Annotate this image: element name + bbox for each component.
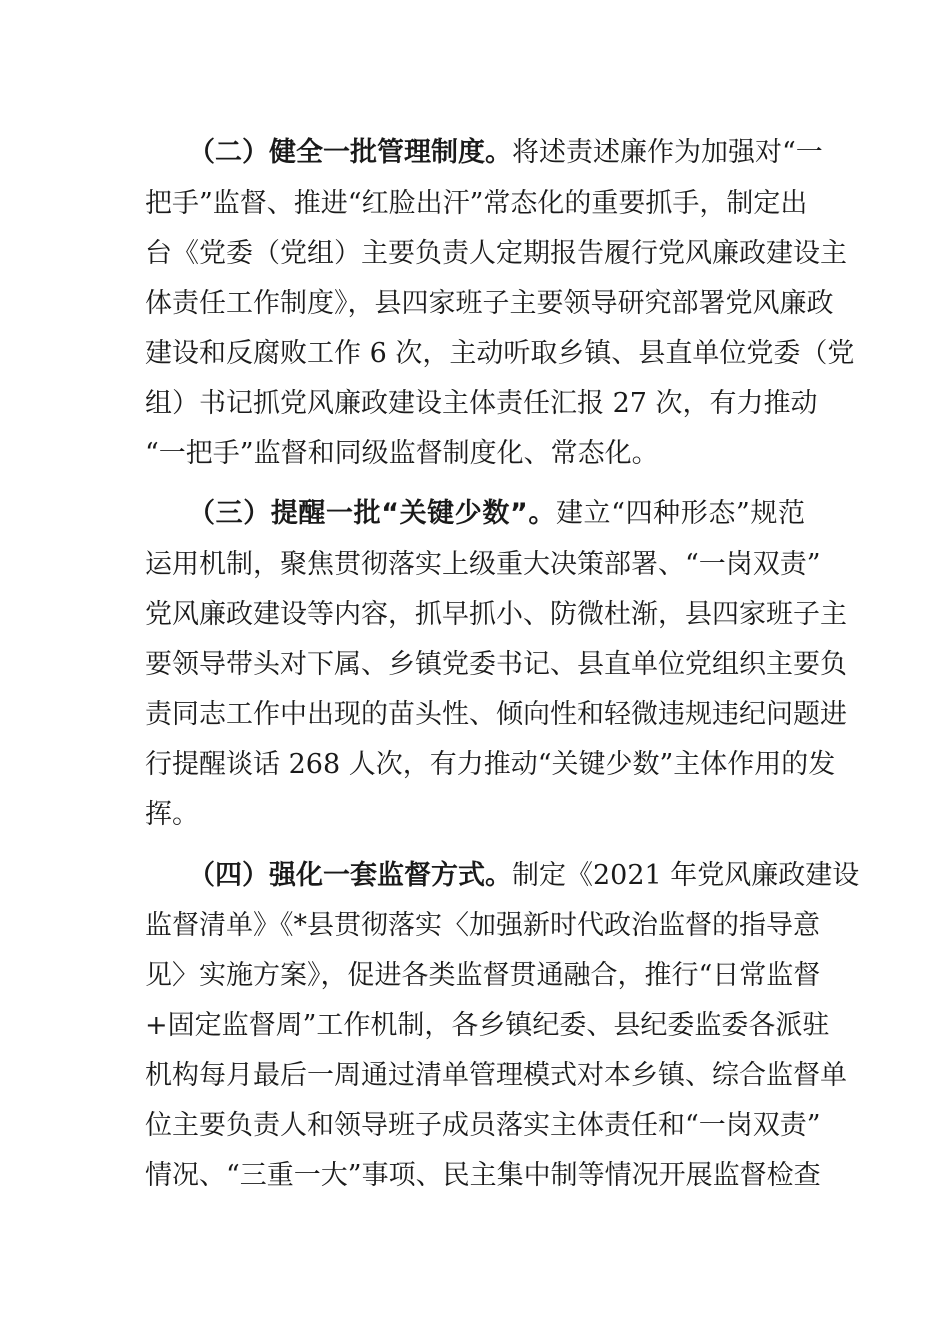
- paragraph-3-line-3: 党风廉政建设等内容，抓早抓小、防微杜渐，县四家班子主: [145, 599, 847, 630]
- paragraph-4-text: 制定《2021 年党风廉政建设: [512, 860, 860, 891]
- paragraph-4-line-6: 位主要负责人和领导班子成员落实主体责任和“一岗双责”: [145, 1110, 821, 1141]
- paragraph-4-line-1: [188, 856, 860, 896]
- paragraph-3-line-1: [188, 494, 805, 534]
- paragraph-4-line-2: 监督清单》《*县贯彻落实〈加强新时代政治监督的指导意: [145, 910, 820, 941]
- paragraph-4-line-4: +固定监督周”工作机制，各乡镇纪委、县纪委监委各派驻: [145, 1010, 830, 1041]
- paragraph-3-line-7: 挥。: [145, 799, 199, 830]
- paragraph-3-text: 建立“四种形态”规范: [555, 498, 805, 529]
- paragraph-2-line-7: “一把手”监督和同级监督制度化、常态化。: [145, 438, 659, 469]
- paragraph-2-heading: （二）健全一批管理制度。: [188, 137, 512, 168]
- paragraph-2-text: 将述责述廉作为加强对“一: [512, 137, 823, 168]
- paragraph-3-line-5: 责同志工作中出现的苗头性、倾向性和轻微违规违纪问题进: [145, 699, 847, 730]
- paragraph-3-line-4: 要领导带头对下属、乡镇党委书记、县直单位党组织主要负: [145, 649, 847, 680]
- paragraph-2-line-2: 把手”监督、推进“红脸出汗”常态化的重要抓手，制定出: [145, 188, 808, 219]
- paragraph-4-line-5: 机构每月最后一周通过清单管理模式对本乡镇、综合监督单: [145, 1060, 847, 1091]
- paragraph-4-line-7: 情况、“三重一大”事项、民主集中制等情况开展监督检查: [145, 1160, 821, 1191]
- paragraph-3-line-6: 行提醒谈话 268 人次，有力推动“关键少数”主体作用的发: [145, 749, 836, 780]
- paragraph-3-line-2: 运用机制，聚焦贯彻落实上级重大决策部署、“一岗双责”: [145, 549, 821, 580]
- paragraph-2-line-4: 体责任工作制度》，县四家班子主要领导研究部署党风廉政: [145, 288, 834, 319]
- paragraph-4-heading: （四）强化一套监督方式。: [188, 860, 512, 891]
- paragraph-2-line-5: 建设和反腐败工作 6 次，主动听取乡镇、县直单位党委（党: [145, 338, 855, 369]
- paragraph-3-heading: （三）提醒一批“关键少数”。: [188, 498, 556, 529]
- paragraph-2-line-3: 台《党委（党组）主要负责人定期报告履行党风廉政建设主: [145, 238, 847, 269]
- paragraph-2-line-6: 组）书记抓党风廉政建设主体责任汇报 27 次，有力推动: [145, 388, 818, 419]
- paragraph-4-line-3: 见〉实施方案》，促进各类监督贯通融合，推行“日常监督: [145, 960, 821, 991]
- paragraph-2-line-1: [188, 133, 823, 173]
